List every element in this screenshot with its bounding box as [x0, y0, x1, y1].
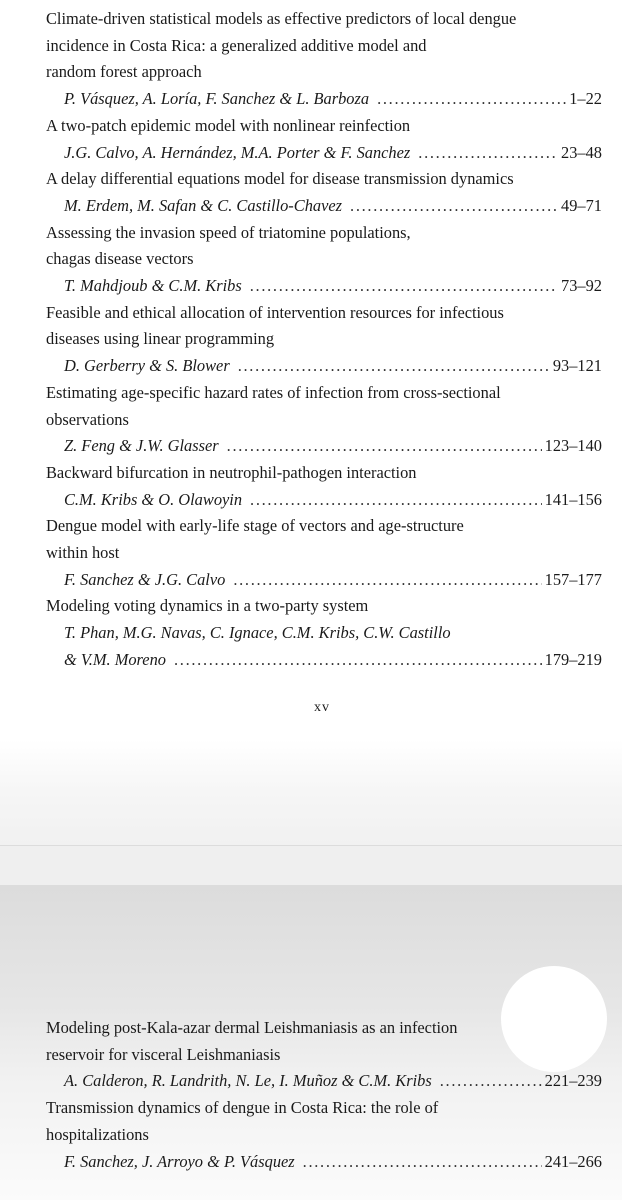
entry-authors: D. Gerberry & S. Blower	[64, 356, 230, 376]
toc-entry	[46, 113, 602, 166]
entry-authors: P. Vásquez, A. Loría, F. Sanchez & L. Barboza	[64, 89, 370, 109]
entry-authors: F. Sanchez & J.G. Calvo	[64, 569, 226, 589]
entry-pages: 141–156	[544, 489, 602, 509]
entry-authors: F. Sanchez, J. Arroyo & P. Vásquez	[64, 1151, 295, 1171]
entry-title-line: reservoir for visceral Leishmaniasis	[46, 1044, 281, 1064]
entry-authors: & V.M. Moreno	[64, 649, 166, 669]
dot-leader	[250, 487, 542, 514]
toc-entry	[46, 6, 602, 113]
entry-author-line	[46, 86, 602, 113]
entry-title-line: within host	[46, 543, 120, 563]
entry-title-line: Dengue model with early-life stage of vectors and age-structure	[46, 516, 464, 536]
toc-entry	[46, 166, 602, 219]
white-circle-overlay	[501, 966, 607, 1072]
entry-pages: 93–121	[552, 356, 602, 376]
entry-title-line: hospitalizations	[46, 1124, 149, 1144]
entry-pages: 221–239	[544, 1071, 602, 1091]
entry-pages: 157–177	[544, 569, 602, 589]
toc-entry	[46, 1095, 602, 1175]
entry-title-line: incidence in Costa Rica: a generalized additive model and	[46, 35, 427, 55]
entry-authors: A. Calderon, R. Landrith, N. Le, I. Muñoz & C.M. Kribs	[64, 1071, 432, 1091]
toc-entry	[46, 593, 602, 673]
dot-leader	[377, 86, 566, 113]
dot-leader	[227, 433, 542, 460]
dot-leader	[418, 140, 558, 167]
entry-author-line	[46, 273, 602, 300]
entry-title-line: Feasible and ethical allocation of intervention resources for infectious	[46, 302, 504, 322]
toc-entry	[46, 513, 602, 593]
toc-entry	[46, 300, 602, 380]
entry-title-line: Assessing the invasion speed of triatomine populations,	[46, 222, 411, 242]
entry-authors: J.G. Calvo, A. Hernández, M.A. Porter & F. Sanchez	[64, 142, 411, 162]
page-gap	[0, 845, 622, 886]
entry-author-line	[46, 140, 602, 167]
entry-title-line: diseases using linear programming	[46, 329, 275, 349]
entry-author-line	[46, 1068, 602, 1095]
dot-leader	[303, 1149, 542, 1176]
entry-author-line	[46, 353, 602, 380]
entry-pages: 123–140	[544, 436, 602, 456]
entry-author-line	[46, 433, 602, 460]
entry-title-line: A two-patch epidemic model with nonlinear reinfection	[46, 115, 411, 135]
entry-title-line: Backward bifurcation in neutrophil-pathogen interaction	[46, 462, 417, 482]
entry-author-line	[46, 1149, 602, 1176]
entry-title-line: chagas disease vectors	[46, 249, 194, 269]
entry-title-line: Climate-driven statistical models as effective predictors of local dengue	[46, 9, 517, 28]
toc-top-list	[46, 6, 602, 674]
entry-author-line	[46, 193, 602, 220]
entry-authors: T. Mahdjoub & C.M. Kribs	[64, 276, 242, 296]
entry-pages: 73–92	[561, 276, 602, 296]
toc-entry	[46, 220, 602, 300]
entry-title-line: Estimating age-specific hazard rates of infection from cross-sectional	[46, 382, 501, 402]
entry-authors: C.M. Kribs & O. Olawoyin	[64, 489, 243, 509]
dot-leader	[238, 353, 550, 380]
entry-pages: 23–48	[561, 142, 602, 162]
entry-authors-first-line: T. Phan, M.G. Navas, C. Ignace, C.M. Kribs, C.W. Castillo	[64, 623, 451, 643]
entry-title-line: Transmission dynamics of dengue in Costa Rica: the role of	[46, 1098, 439, 1118]
dot-leader	[233, 567, 541, 594]
entry-pages: 1–22	[569, 89, 602, 109]
page-number: xv	[314, 700, 330, 715]
entry-title-line: random forest approach	[46, 62, 202, 82]
entry-author-line	[46, 647, 602, 674]
entry-title-line: Modeling post-Kala-azar dermal Leishmaniasis as an infection	[46, 1018, 458, 1037]
entry-pages: 179–219	[544, 649, 602, 669]
entry-pages: 49–71	[561, 195, 602, 215]
entry-authors: M. Erdem, M. Safan & C. Castillo-Chavez	[64, 195, 343, 215]
dot-leader	[250, 273, 558, 300]
entry-title-line: observations	[46, 409, 129, 429]
dot-leader	[350, 193, 558, 220]
entry-author-line	[46, 487, 602, 514]
toc-entry	[46, 380, 602, 460]
toc-entry	[46, 460, 602, 513]
entry-title-line: A delay differential equations model for disease transmission dynamics	[46, 169, 514, 189]
entry-pages: 241–266	[544, 1151, 602, 1171]
entry-authors: Z. Feng & J.W. Glasser	[64, 436, 219, 456]
entry-title-line: Modeling voting dynamics in a two-party system	[46, 596, 369, 616]
dot-leader	[440, 1068, 542, 1095]
dot-leader	[174, 647, 542, 674]
entry-author-line	[46, 567, 602, 594]
